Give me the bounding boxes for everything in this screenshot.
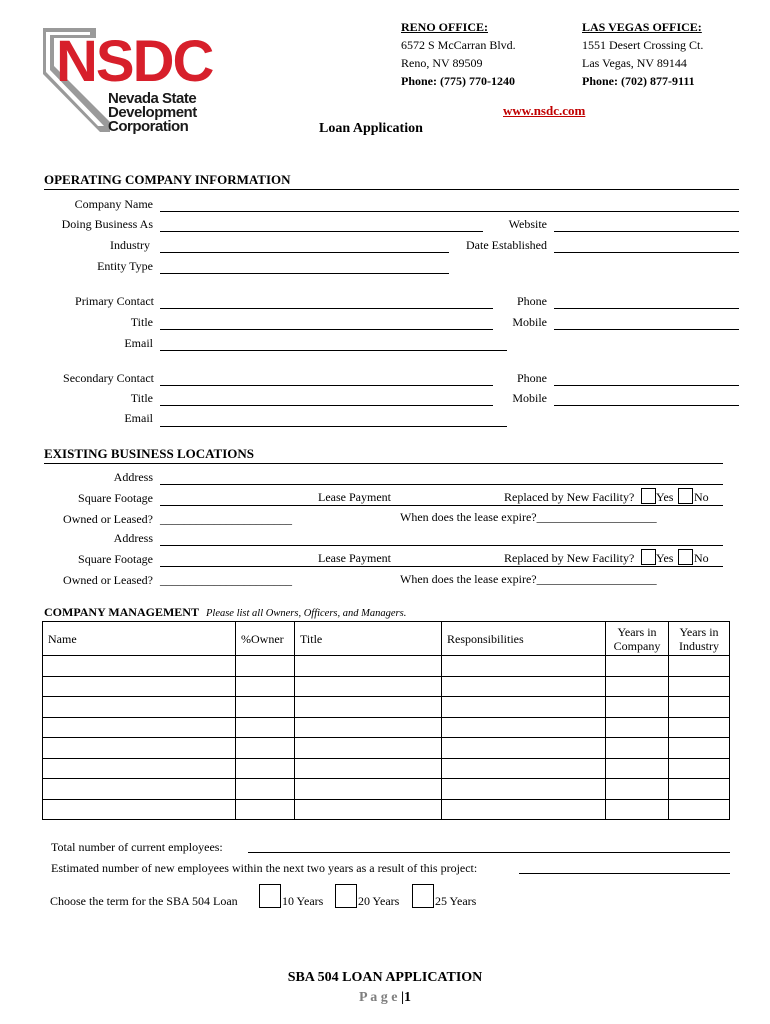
cell-title[interactable] (295, 779, 442, 800)
cell-title[interactable] (295, 656, 442, 677)
cell-name[interactable] (43, 758, 236, 779)
term-10-label: 10 Years (282, 894, 324, 908)
entity-type-field[interactable] (160, 273, 449, 274)
term-20-checkbox[interactable] (335, 884, 357, 908)
cell-name[interactable] (43, 779, 236, 800)
dba-label: Doing Business As (61, 217, 153, 231)
las-vegas-office (582, 18, 703, 90)
industry-label: Industry (110, 238, 150, 252)
cell-years-company[interactable] (606, 758, 669, 779)
location1-replaced-label: Replaced by New Facility? (504, 490, 635, 504)
primary-title-label: Title (130, 315, 153, 329)
location2-replaced-label: Replaced by New Facility? (504, 551, 635, 565)
cell-owner[interactable] (236, 697, 295, 718)
location2-address-label: Address (113, 531, 153, 545)
cell-owner[interactable] (236, 717, 295, 738)
col-years-company-line2: Company (613, 638, 661, 653)
table-row (43, 697, 730, 718)
management-body (43, 656, 730, 820)
location2-yes-checkbox[interactable] (641, 549, 656, 565)
cell-years-industry[interactable] (669, 656, 730, 677)
primary-phone-label: Phone (517, 294, 547, 308)
cell-years-industry[interactable] (669, 676, 730, 697)
estimated-employees-label: Estimated number of new employees within the next two years as a result of this project: (51, 861, 478, 875)
reno-office (401, 18, 516, 90)
location1-owned-leased-label: Owned or Leased? (63, 512, 153, 526)
las-vegas-office-street: 1551 Desert Crossing Ct. (582, 38, 704, 52)
col-title-header: Title (295, 622, 442, 656)
col-years-company-line1: Years in (617, 624, 657, 639)
cell-name[interactable] (43, 799, 236, 820)
las-vegas-office-phone: Phone: (702) 877-9111 (582, 74, 695, 88)
location1-square-footage-field[interactable] (160, 505, 723, 506)
cell-years-industry[interactable] (669, 799, 730, 820)
table-row (43, 738, 730, 759)
footer-page (0, 990, 770, 1006)
cell-title[interactable] (295, 717, 442, 738)
cell-years-industry[interactable] (669, 738, 730, 759)
col-years-company-header (606, 622, 669, 656)
location2-address-field[interactable] (160, 545, 723, 546)
cell-title[interactable] (295, 799, 442, 820)
cell-responsibilities[interactable] (442, 738, 606, 759)
location1-yes-label: Yes (656, 490, 674, 504)
location1-lease-expire[interactable]: When does the lease expire?____________________ (400, 510, 657, 524)
cell-years-company[interactable] (606, 738, 669, 759)
cell-years-company[interactable] (606, 799, 669, 820)
cell-years-company[interactable] (606, 697, 669, 718)
location2-lease-payment-label: Lease Payment (318, 551, 391, 565)
cell-owner[interactable] (236, 676, 295, 697)
cell-owner[interactable] (236, 799, 295, 820)
cell-owner[interactable] (236, 779, 295, 800)
table-row (43, 779, 730, 800)
dba-field[interactable] (160, 231, 483, 232)
col-responsibilities-header: Responsibilities (442, 622, 606, 656)
location1-lease-payment-label: Lease Payment (318, 490, 391, 504)
management-heading: COMPANY MANAGEMENT (44, 605, 199, 619)
location2-square-footage-label: Square Footage (78, 552, 153, 566)
company-name-field[interactable] (160, 211, 739, 212)
primary-phone-field[interactable] (554, 308, 739, 309)
cell-owner[interactable] (236, 758, 295, 779)
footer-page-separator: | (400, 990, 405, 1005)
location2-lease-expire[interactable]: When does the lease expire?____________________ (400, 572, 657, 586)
cell-name[interactable] (43, 697, 236, 718)
col-years-industry-line1: Years in (679, 624, 719, 639)
logo (40, 26, 270, 144)
col-name-header: Name (43, 622, 236, 656)
primary-title-field[interactable] (160, 329, 493, 330)
website-link[interactable]: www.nsdc.com (503, 103, 586, 118)
las-vegas-office-heading: LAS VEGAS OFFICE: (582, 20, 702, 34)
cell-years-industry[interactable] (669, 779, 730, 800)
term-20-label: 20 Years (358, 894, 400, 908)
cell-title[interactable] (295, 676, 442, 697)
footer-page-number: 1 (404, 990, 412, 1005)
cell-years-company[interactable] (606, 779, 669, 800)
table-row (43, 656, 730, 677)
secondary-email-label: Email (124, 411, 153, 425)
cell-name[interactable] (43, 676, 236, 697)
cell-responsibilities[interactable] (442, 717, 606, 738)
website-label: Website (508, 217, 547, 231)
term-label: Choose the term for the SBA 504 Loan (50, 894, 238, 908)
logo-line1: Nevada State (108, 90, 197, 107)
cell-name[interactable] (43, 738, 236, 759)
cell-name[interactable] (43, 717, 236, 738)
location2-owned-leased-field[interactable]: ______________________ (160, 573, 292, 587)
term-25-label: 25 Years (435, 894, 477, 908)
logo-line2: Development (108, 104, 197, 121)
cell-years-industry[interactable] (669, 758, 730, 779)
secondary-contact-field[interactable] (160, 385, 493, 386)
reno-office-street: 6572 S McCarran Blvd. (401, 38, 516, 52)
secondary-email-field[interactable] (160, 426, 507, 427)
cell-responsibilities[interactable] (442, 676, 606, 697)
table-row (43, 758, 730, 779)
date-established-field[interactable] (554, 252, 739, 253)
cell-responsibilities[interactable] (442, 758, 606, 779)
primary-mobile-field[interactable] (554, 329, 739, 330)
cell-title[interactable] (295, 758, 442, 779)
cell-owner[interactable] (236, 656, 295, 677)
date-established-label: Date Established (466, 238, 547, 252)
location1-square-footage-label: Square Footage (78, 491, 153, 505)
industry-field[interactable] (160, 252, 449, 253)
secondary-mobile-field[interactable] (554, 405, 739, 406)
col-years-industry-header (669, 622, 730, 656)
estimated-employees-field[interactable] (519, 873, 730, 874)
logo-line3: Corporation (108, 118, 189, 135)
location1-no-checkbox[interactable] (678, 488, 693, 504)
table-row (43, 717, 730, 738)
location1-address-field[interactable] (160, 484, 723, 485)
location2-square-footage-field[interactable] (160, 566, 723, 567)
current-employees-label: Total number of current employees: (51, 840, 223, 854)
current-employees-field[interactable] (248, 852, 730, 853)
primary-mobile-label: Mobile (512, 315, 547, 329)
management-note: Please list all Owners, Officers, and Managers. (205, 608, 407, 619)
reno-office-city: Reno, NV 89509 (401, 56, 483, 70)
primary-contact-label: Primary Contact (75, 294, 154, 308)
management-table (42, 621, 730, 820)
cell-years-company[interactable] (606, 676, 669, 697)
entity-type-label: Entity Type (97, 259, 153, 273)
footer-title: SBA 504 LOAN APPLICATION (287, 970, 483, 985)
secondary-contact-label: Secondary Contact (63, 371, 154, 385)
table-row (43, 676, 730, 697)
cell-years-company[interactable] (606, 656, 669, 677)
website-field[interactable] (554, 231, 739, 232)
locations-heading: EXISTING BUSINESS LOCATIONS (44, 446, 254, 461)
location2-no-label: No (694, 551, 709, 565)
operating-heading: OPERATING COMPANY INFORMATION (44, 172, 291, 187)
cell-years-industry[interactable] (669, 697, 730, 718)
location2-yes-label: Yes (656, 551, 674, 565)
term-10-checkbox[interactable] (259, 884, 281, 908)
term-25-checkbox[interactable] (412, 884, 434, 908)
footer-page-label: P a g e (358, 990, 398, 1005)
logo-abbrev: NSDC (56, 29, 213, 94)
cell-responsibilities[interactable] (442, 779, 606, 800)
primary-email-label: Email (124, 336, 153, 350)
management-header-row (43, 622, 730, 656)
primary-email-field[interactable] (160, 350, 507, 351)
secondary-phone-label: Phone (517, 371, 547, 385)
las-vegas-office-city: Las Vegas, NV 89144 (582, 56, 687, 70)
primary-contact-field[interactable] (160, 308, 493, 309)
cell-title[interactable] (295, 697, 442, 718)
cell-responsibilities[interactable] (442, 656, 606, 677)
cell-years-company[interactable] (606, 717, 669, 738)
doc-title: Loan Application (319, 121, 423, 136)
table-row (43, 799, 730, 820)
operating-divider (44, 189, 739, 190)
secondary-title-field[interactable] (160, 405, 493, 406)
locations-divider (44, 463, 723, 464)
cell-owner[interactable] (236, 738, 295, 759)
location1-address-label: Address (113, 470, 153, 484)
location1-yes-checkbox[interactable] (641, 488, 656, 504)
reno-office-phone: Phone: (775) 770-1240 (401, 74, 515, 88)
col-years-industry-line2: Industry (679, 638, 719, 653)
company-name-label: Company Name (74, 197, 153, 211)
cell-years-industry[interactable] (669, 717, 730, 738)
cell-responsibilities[interactable] (442, 697, 606, 718)
secondary-mobile-label: Mobile (512, 391, 547, 405)
cell-title[interactable] (295, 738, 442, 759)
location1-no-label: No (694, 490, 709, 504)
location2-owned-leased-label: Owned or Leased? (63, 573, 153, 587)
secondary-title-label: Title (130, 391, 153, 405)
cell-responsibilities[interactable] (442, 799, 606, 820)
cell-name[interactable] (43, 656, 236, 677)
col-owner-header: %Owner (236, 622, 295, 656)
location2-no-checkbox[interactable] (678, 549, 693, 565)
reno-office-heading: RENO OFFICE: (401, 20, 488, 34)
secondary-phone-field[interactable] (554, 385, 739, 386)
management-heading-row (44, 605, 406, 620)
location1-owned-leased-field[interactable]: ______________________ (160, 512, 292, 526)
